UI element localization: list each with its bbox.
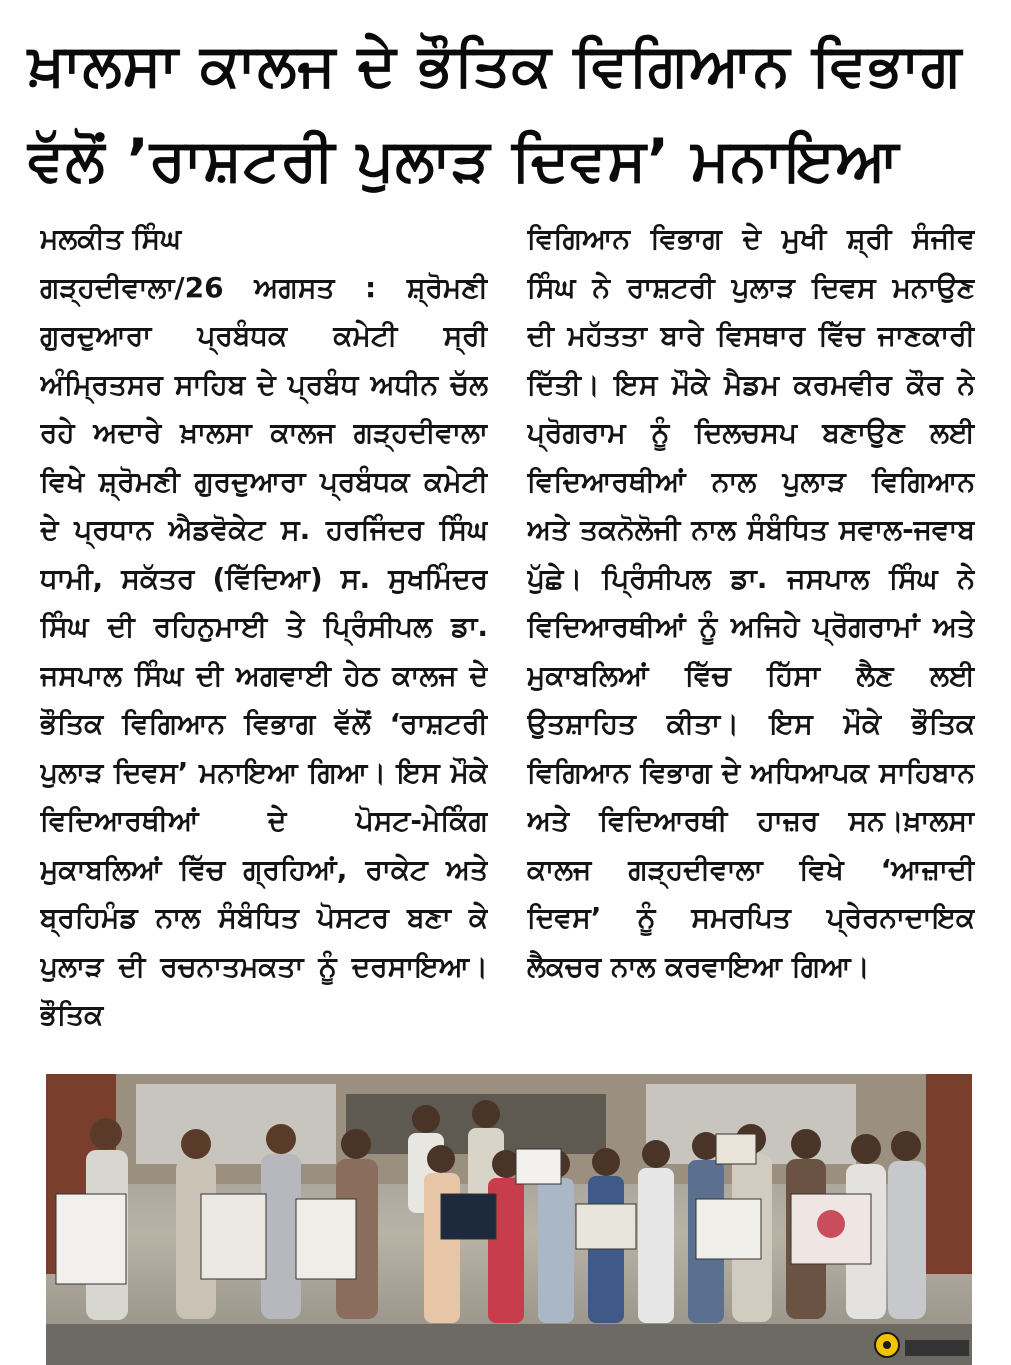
byline: ਮਲਕੀਤ ਸਿੰਘ — [40, 222, 182, 255]
publication-logo-icon — [874, 1332, 900, 1358]
brick-pillar-right — [926, 1074, 972, 1274]
article-paragraph-1: ਗੜ੍ਹਦੀਵਾਲਾ/26 ਅਗਸਤ : ਸ਼੍ਰੋਮਣੀ ਗੁਰਦੁਆਰਾ ਪ੍ਰਬੰਧਕ ਕਮੇਟੀ ਸ੍ਰੀ ਅੰਮ੍ਰਿਤਸਰ ਸਾਹਿਬ ਦੇ ਪ੍ਰਬੰਧ ਅਧੀਨ ਚੱਲ ਰਹੇ ਅਦਾਰੇ ਖ਼ਾਲਸਾ ਕਾਲਜ ਗੜ੍ਹਦੀਵਾਲਾ ਵਿਖੇ ਸ਼੍ਰੋਮਣੀ ਗੁਰਦੁਆਰਾ ਪ੍ਰਬੰਧਕ ਕਮੇਟੀ ਦੇ ਪ੍ਰਧਾਨ ਐਡਵੋਕੇਟ ਸ. ਹਰਜਿੰਦਰ ਸਿੰਘ ਧਾਮੀ, ਸਕੱਤਰ (ਵਿੱਦਿਆ) ਸ. ਸੁਖਮਿੰਦਰ ਸਿੰਘ ਦੀ ਰਹਿਨੁਮਾਈ ਤੇ ਪ੍ਰਿੰਸੀਪਲ ਡਾ. ਜਸਪਾਲ ਸਿੰਘ ਦੀ ਅਗਵਾਈ ਹੇਠ ਕਾਲਜ ਦੇ ਭੌਤਿਕ ਵਿਗਿਆਨ ਵਿਭਾਗ ਵੱਲੋਂ ‘ਰਾਸ਼ਟਰੀ ਪੁਲਾੜ ਦਿਵਸ’ ਮਨਾਇਆ ਗਿਆ। ਇਸ ਮੌਕੇ ਵਿਦਿਆਰਥੀਆਂ ਦੇ ਪੋਸਟ-ਮੇਕਿੰਗ ਮੁਕਾਬਲਿਆਂ ਵਿੱਚ ਗ੍ਰਹਿਆਂ, ਰਾਕੇਟ ਅਤੇ ਬ੍ਰਹਿਮੰਡ ਨਾਲ ਸੰਬੰਧਿਤ ਪੋਸਟਰ ਬਣਾ ਕੇ ਪੁਲਾੜ ਦੀ ਰਚਨਾਤਮਕਤਾ ਨੂੰ ਦਰਸਾਇਆ। ਭੌਤਿਕ — [40, 270, 488, 1031]
article-column-2 — [527, 215, 975, 1065]
headline — [28, 18, 988, 208]
article-body — [40, 215, 975, 1065]
headline-line-1: ਖ਼ਾਲਸਾ ਕਾਲਜ ਦੇ ਭੌਤਿਕ ਵਿਗਿਆਨ ਵਿਭਾਗ — [28, 31, 963, 99]
ground — [46, 1324, 972, 1365]
group-photo-illustration — [46, 1074, 972, 1365]
article-column-1 — [40, 215, 488, 1065]
window-left — [136, 1084, 336, 1164]
photo-credit-tag — [905, 1340, 969, 1356]
article-paragraph-2: ਵਿਗਿਆਨ ਵਿਭਾਗ ਦੇ ਮੁਖੀ ਸ਼੍ਰੀ ਸੰਜੀਵ ਸਿੰਘ ਨੇ ਰਾਸ਼ਟਰੀ ਪੁਲਾੜ ਦਿਵਸ ਮਨਾਉਣ ਦੀ ਮਹੱਤਤਾ ਬਾਰੇ ਵਿਸਥਾਰ ਵਿੱਚ ਜਾਣਕਾਰੀ ਦਿੱਤੀ। ਇਸ ਮੌਕੇ ਮੈਡਮ ਕਰਮਵੀਰ ਕੌਰ ਨੇ ਪ੍ਰੋਗਰਾਮ ਨੂੰ ਦਿਲਚਸਪ ਬਣਾਉਣ ਲਈ ਵਿਦਿਆਰਥੀਆਂ ਨਾਲ ਪੁਲਾੜ ਵਿਗਿਆਨ ਅਤੇ ਤਕਨੋਲੋਜੀ ਨਾਲ ਸੰਬੰਧਿਤ ਸਵਾਲ-ਜਵਾਬ ਪੁੱਛੇ। ਪ੍ਰਿੰਸੀਪਲ ਡਾ. ਜਸਪਾਲ ਸਿੰਘ ਨੇ ਵਿਦਿਆਰਥੀਆਂ ਨੂੰ ਅਜਿਹੇ ਪ੍ਰੋਗਰਾਮਾਂ ਅਤੇ ਮੁਕਾਬਲਿਆਂ ਵਿੱਚ ਹਿੱਸਾ ਲੈਣ ਲਈ ਉਤਸ਼ਾਹਿਤ ਕੀਤਾ। ਇਸ ਮੌਕੇ ਭੌਤਿਕ ਵਿਗਿਆਨ ਵਿਭਾਗ ਦੇ ਅਧਿਆਪਕ ਸਾਹਿਬਾਨ ਅਤੇ ਵਿਦਿਆਰਥੀ ਹਾਜ਼ਰ ਸਨ।ਖ਼ਾਲਸਾ ਕਾਲਜ ਗੜ੍ਹਦੀਵਾਲਾ ਵਿਖੇ ‘ਆਜ਼ਾਦੀ ਦਿਵਸ’ ਨੂੰ ਸਮਰਪਿਤ ਪ੍ਰੇਰਨਾਦਾਇਕ ਲੈਕਚਰ ਨਾਲ ਕਰਵਾਇਆ ਗਿਆ। — [527, 222, 975, 983]
group-photo — [46, 1074, 972, 1365]
headline-line-2: ਵੱਲੋਂ ’ਰਾਸ਼ਟਰੀ ਪੁਲਾੜ ਦਿਵਸ’ ਮਨਾਇਆ — [28, 126, 900, 194]
